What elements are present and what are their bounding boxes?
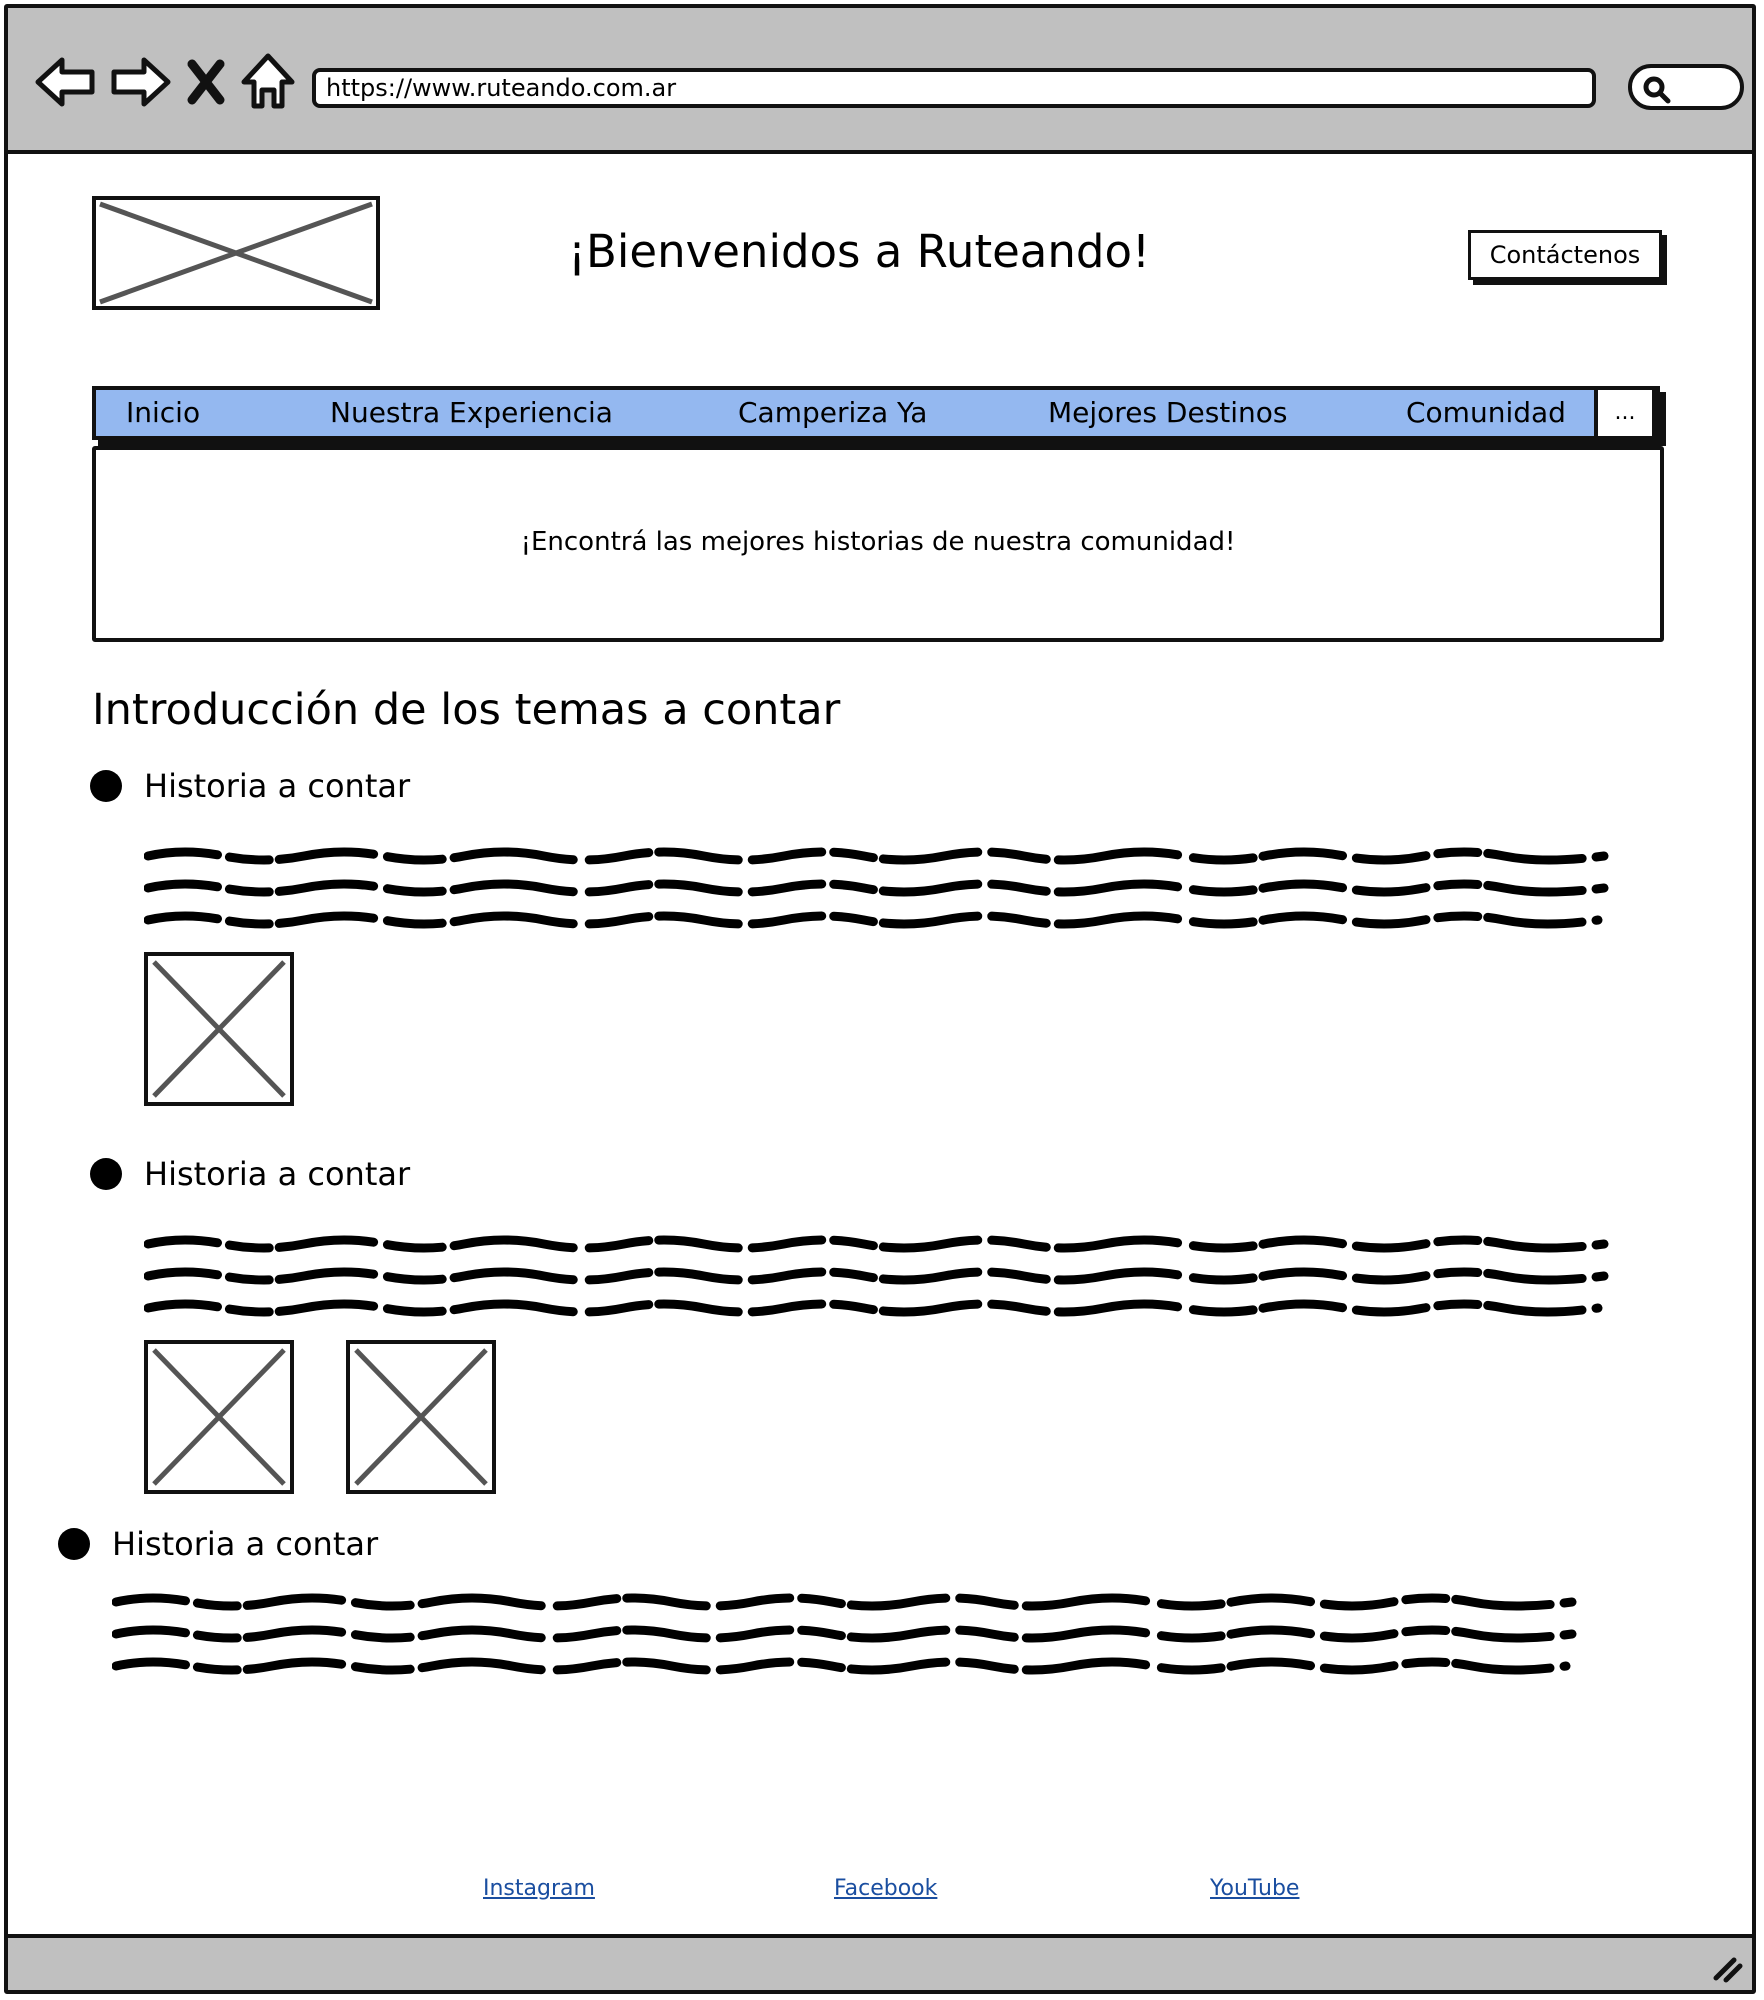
image-placeholder (144, 952, 294, 1106)
search-box[interactable] (1628, 64, 1744, 110)
image-placeholder (346, 1340, 496, 1494)
menu-item-inicio[interactable]: Inicio (126, 396, 201, 429)
browser-window (4, 4, 1756, 1994)
image-placeholder (144, 1340, 294, 1494)
back-arrow-icon[interactable] (34, 50, 98, 114)
home-icon[interactable] (236, 50, 300, 114)
footer-link-facebook[interactable]: Facebook (834, 1876, 938, 1901)
main-menu (92, 386, 1660, 440)
footer-link-youtube[interactable]: YouTube (1210, 1876, 1300, 1901)
scribble-text-block (112, 1590, 1580, 1680)
forward-arrow-icon[interactable] (108, 50, 172, 114)
menu-item-comunidad[interactable]: Comunidad (1406, 396, 1566, 429)
section-heading: Introducción de los temas a contar (92, 685, 841, 735)
menu-item-camperiza-ya[interactable]: Camperiza Ya (738, 396, 928, 429)
resize-grip-icon[interactable] (1710, 1950, 1744, 1984)
menu-more-button[interactable]: ... (1594, 386, 1656, 440)
menu-item-mejores-destinos[interactable]: Mejores Destinos (1048, 396, 1288, 429)
bullet-icon (58, 1528, 90, 1560)
scribble-text-block (144, 844, 1612, 934)
browser-toolbar (8, 8, 1752, 154)
story-title: Historia a contar (144, 1155, 411, 1193)
logo-placeholder (92, 196, 380, 310)
contact-button[interactable]: Contáctenos (1468, 230, 1662, 280)
hero-banner (92, 446, 1664, 642)
close-x-icon[interactable] (182, 50, 230, 114)
url-bar[interactable]: https://www.ruteando.com.ar (312, 68, 1596, 108)
search-icon (1636, 69, 1676, 109)
menu-item-nuestra-experiencia[interactable]: Nuestra Experiencia (330, 396, 613, 429)
bullet-icon (90, 1158, 122, 1190)
bullet-icon (90, 770, 122, 802)
story-title: Historia a contar (112, 1525, 379, 1563)
page-title: ¡Bienvenidos a Ruteando! (568, 225, 1151, 278)
story-title: Historia a contar (144, 767, 411, 805)
status-bar (8, 1934, 1752, 1990)
scribble-text-block (144, 1232, 1612, 1322)
footer-link-instagram[interactable]: Instagram (483, 1876, 595, 1901)
banner-text: ¡Encontrá las mejores historias de nuestra comunidad! (520, 527, 1236, 557)
